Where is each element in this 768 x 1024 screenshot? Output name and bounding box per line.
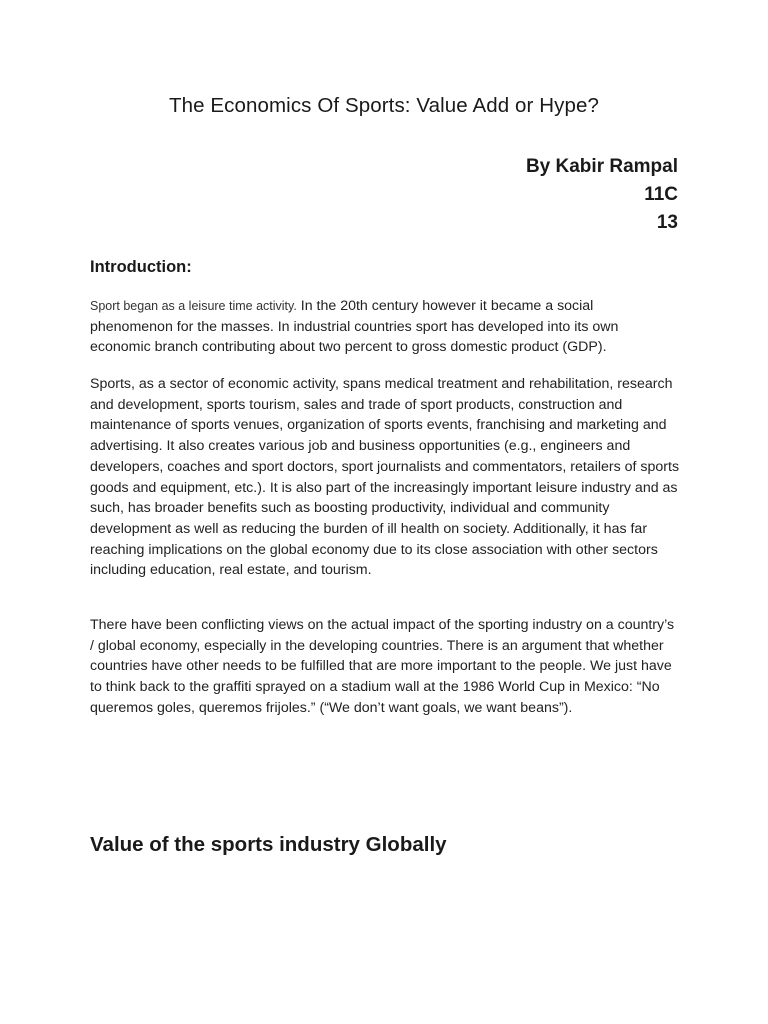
byline (526, 153, 678, 237)
class-label: 11C (644, 184, 678, 205)
document-title: The Economics Of Sports: Value Add or Hype? (168, 94, 600, 117)
intro-paragraph-1 (90, 296, 680, 358)
author-name: By Kabir Rampal (525, 156, 678, 177)
intro-paragraph-1-rest: In the 20th century however it became a social phenomenon for the masses. In industrial countries sport has developed into its own economic branch contributing about two percent to gross domestic product (GDP). (90, 298, 619, 356)
intro-paragraph-2: Sports, as a sector of economic activity, spans medical treatment and rehabilitation, research and development, sports tourism, sales and trade of sport products, construction and maintenance of sports venues, organization of sports events, franchising and marketing and advertising. It also creates various job and business opportunities (e.g., engineers and developers, coaches and sport doctors, sport journalists and commentators, retailers of sports goods and equipment, etc.). It is also part of the increasingly important leisure industry and as such, has broader benefits such as boosting productivity, individual and community development as well as reducing the burden of ill health on society. Additionally, it has far reaching implications on the global economy due to its close association with other sectors including education, real estate, and tourism. (90, 376, 680, 579)
introduction-heading: Introduction: (90, 258, 192, 276)
value-section-heading: Value of the sports industry Globally (90, 833, 447, 856)
intro-paragraph-3: There have been conflicting views on the actual impact of the sporting industry on a country’s / global economy, especially in the developing countries. There is an argument that whether countries have other needs to be fulfilled that are more important to the people. We just have to think back to the graffiti sprayed on a stadium wall at the 1986 World Cup in Mexico: “No queremos goles, queremos frijoles.” (“We don’t want goals, we want beans”). (90, 617, 675, 716)
intro-paragraph-1-lead: Sport began as a leisure time activity. (90, 299, 297, 313)
roll-number: 13 (656, 212, 678, 233)
